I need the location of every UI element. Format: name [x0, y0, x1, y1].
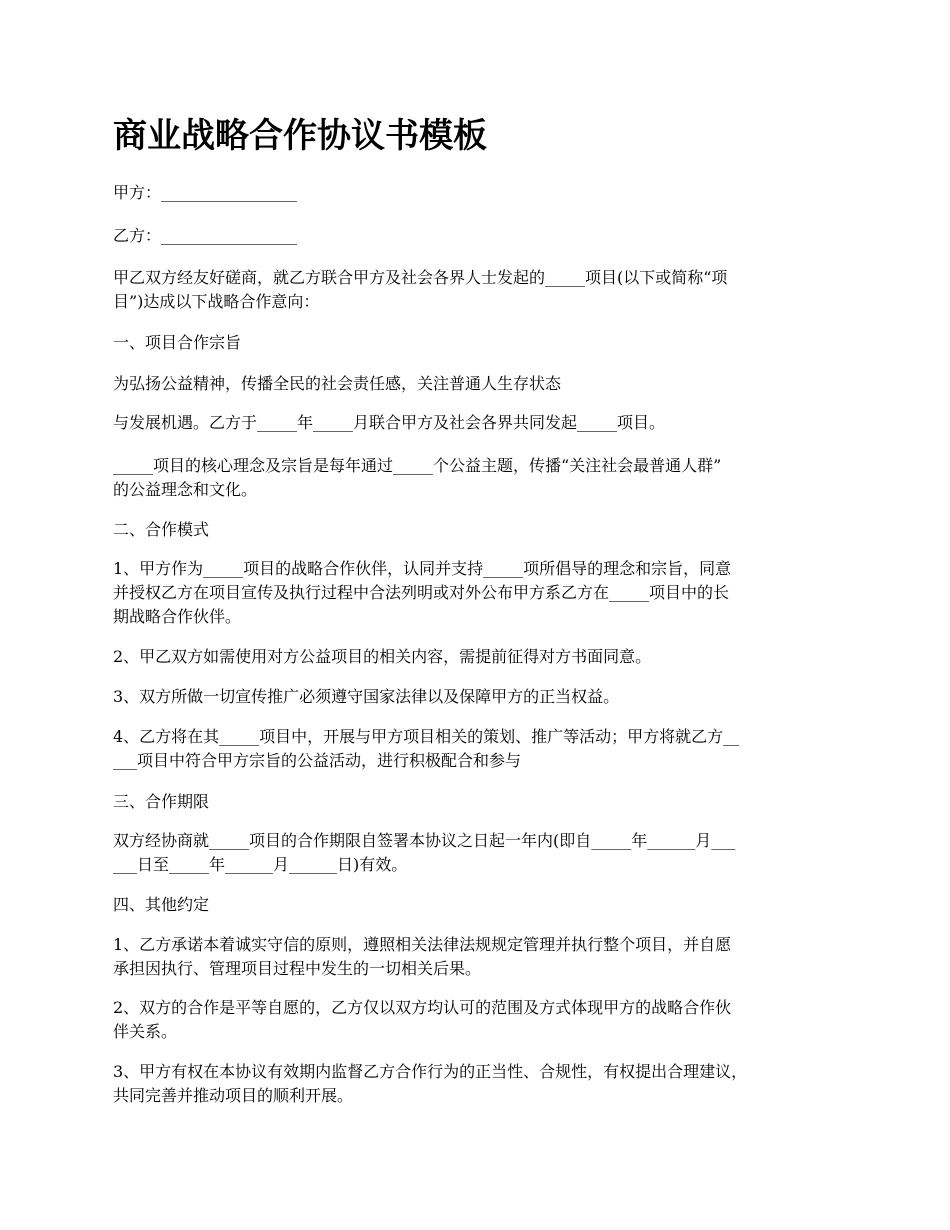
other-item-1-line-2: 承担因执行、管理项目过程中发生的一切相关后果。: [113, 959, 482, 978]
mode-item-1-line-3: 期战略合作伙伴。: [113, 607, 242, 626]
party-b-line: 乙方：_________________: [113, 226, 298, 245]
mode-item-1-line-2: 并授权乙方在项目宣传及执行过程中合法列明或对外公布甲方系乙方在_____项目中的长: [113, 583, 730, 602]
other-item-2-line-2: 伴关系。: [113, 1022, 178, 1041]
purpose-line-1: 为弘扬公益精神，传播全民的社会责任感，关注普通人生存状态: [113, 374, 562, 393]
purpose-line-2: 与发展机遇。乙方于_____年_____月联合甲方及社会各界共同发起_____项目。: [113, 413, 666, 432]
intro-line-1: 甲乙双方经友好磋商，就乙方联合甲方及社会各界人士发起的_____项目(以下或简称“项: [113, 268, 728, 287]
term-line-1: 双方经协商就_____项目的合作期限自签署本协议之日起一年内(即自_____年______月___: [113, 831, 736, 850]
section-heading-other: 四、其他约定: [113, 895, 210, 914]
term-line-2: ___日至_____年______月______日)有效。: [113, 855, 408, 874]
other-item-3-line-1: 3、甲方有权在本协议有效期内监督乙方合作行为的正当性、合规性，有权提出合理建议，: [113, 1062, 748, 1081]
section-heading-purpose: 一、项目合作宗旨: [113, 333, 242, 352]
intro-line-2: 目”)达成以下战略合作意向：: [113, 292, 320, 311]
mode-item-4-line-2: ___项目中符合甲方宗旨的公益活动，进行积极配合和参与: [113, 751, 522, 770]
section-heading-mode: 二、合作模式: [113, 520, 210, 539]
document-title: 商业战略合作协议书模板: [113, 116, 487, 156]
section-heading-term: 三、合作期限: [113, 792, 210, 811]
other-item-1-line-1: 1、乙方承诺本着诚实守信的原则，遵照相关法律法规规定管理并执行整个项目，并自愿: [113, 935, 732, 954]
purpose-line-4: 的公益理念和文化。: [113, 480, 258, 499]
mode-item-4-line-1: 4、乙方将在其_____项目中，开展与甲方项目相关的策划、推广等活动；甲方将就乙方__: [113, 727, 740, 746]
mode-item-1-line-1: 1、甲方作为_____项目的战略合作伙伴，认同并支持_____项所倡导的理念和宗旨，同意: [113, 559, 732, 578]
mode-item-3: 3、双方所做一切宣传推广必须遵守国家法律以及保障甲方的正当权益。: [113, 687, 620, 706]
purpose-line-3: _____项目的核心理念及宗旨是每年通过_____个公益主题，传播“关注社会最普通人群”: [113, 456, 722, 475]
party-a-line: 甲方：_________________: [113, 183, 298, 202]
mode-item-2: 2、甲乙双方如需使用对方公益项目的相关内容，需提前征得对方书面同意。: [113, 647, 652, 666]
other-item-3-line-2: 共同完善并推动项目的顺利开展。: [113, 1086, 354, 1105]
other-item-2-line-1: 2、双方的合作是平等自愿的，乙方仅以双方均认可的范围及方式体现甲方的战略合作伙: [113, 998, 732, 1017]
